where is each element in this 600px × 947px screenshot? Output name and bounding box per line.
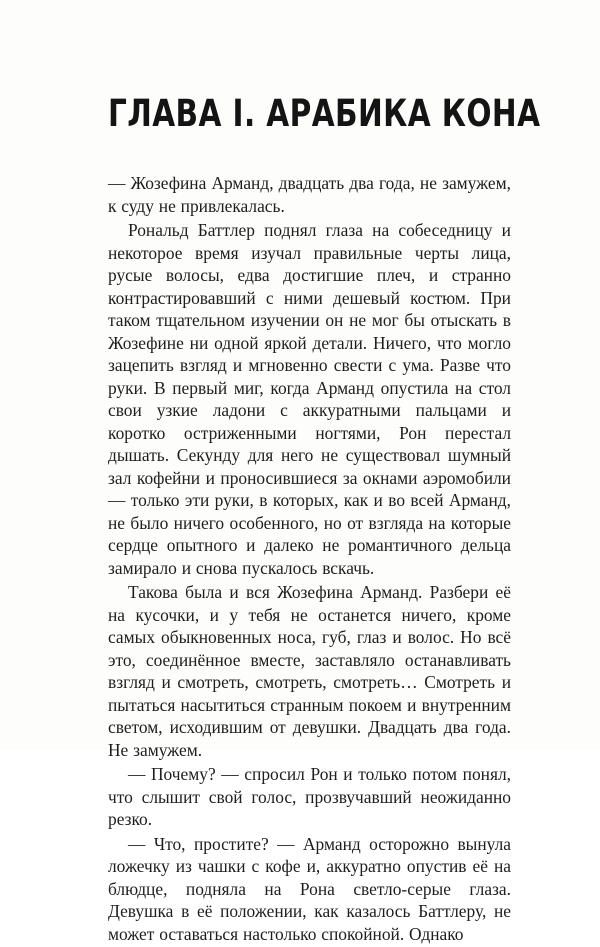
paragraph: Рональд Баттлер поднял глаза на собеседницу и некоторое время изучал правильные черты лица, русые волосы, едва достигшие плеч, и странно контрастировавший с ними дешевый костюм. При таком тщательном изучении он не мог бы отыскать в Жозефине ни одной яркой детали. Ничего, что могло зацепить взгляд и мгновенно свести с ума. Разве что руки. В первый миг, когда Арманд опустила на стол свои узкие ладони с аккуратными пальцами и коротко остриженными ногтями, Рон перестал дышать. Секунду для него не существовал шумный зал кофейни и проносившиеся за окнами аэромобили — только эти руки, в которых, как и во всей Арманд, не было ничего особенного, но от взгляда на которые сердце опытного и далеко не романтичного дельца замирало и снова пускалось вскачь. (108, 220, 511, 578)
paragraph: Такова была и вся Жозефина Арманд. Разбери её на кусочки, и у тебя не останется ничего, кроме самых обыкновенных носа, губ, глаз и волос. Но всё это, соединённое вместе, заставляло останавливать взгляд и смотреть, смотреть, смотреть… Смотреть и пытаться насытиться странным покоем и внутренним светом, исходившим от девушки. Двадцать два года. Не замужем. (108, 582, 511, 760)
chapter-title: ГЛАВА I. АРАБИКА КОНА (108, 92, 541, 135)
paragraph: — Жозефина Арманд, двадцать два года, не замужем, к суду не привлекалась. (108, 173, 511, 216)
chapter-body (108, 172, 511, 947)
paragraph: — Что, простите? — Арманд осторожно вынула ложечку из чашки с кофе и, аккуратно опустив её на блюдце, подняла на Рона светло-серые глаза. Девушка в её положении, как казалось Баттлеру, не может оставаться настолько спокойной. Однако (108, 833, 511, 944)
paragraph: — Почему? — спросил Рон и только потом понял, что слышит свой голос, прозвучавший неожиданно резко. (108, 764, 511, 829)
